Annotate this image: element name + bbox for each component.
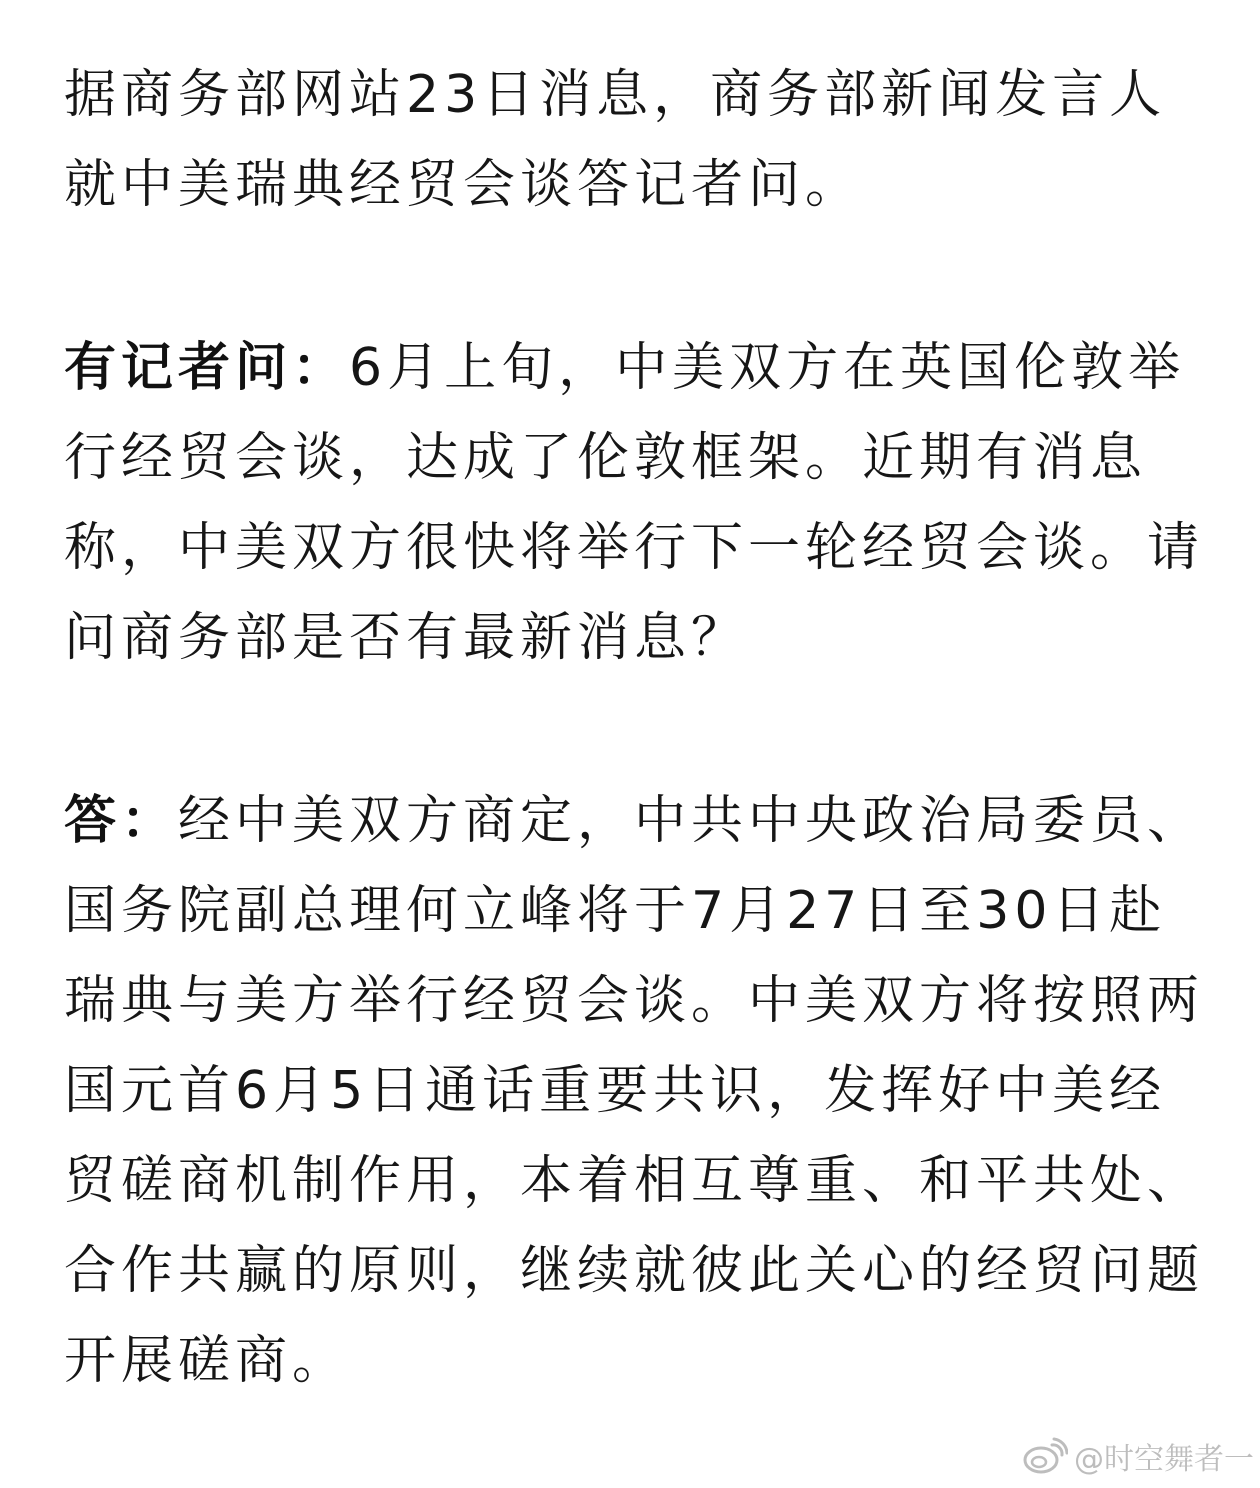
watermark-text: @时空舞者一 [1074, 1442, 1254, 1477]
question-line: 称，中美双方很快将举行下一轮经贸会谈。请 [64, 518, 1205, 578]
question-line: 行经贸会谈，达成了伦敦框架。近期有消息 [64, 428, 1148, 488]
answer-line: 瑞典与美方举行经贸会谈。中美双方将按照两 [64, 971, 1205, 1031]
question-text: 6月上旬，中美双方在英国伦敦举 [349, 338, 1186, 398]
paragraph-spacer [64, 230, 1204, 323]
watermark [1022, 1434, 1254, 1478]
answer-line: 贸磋商机制作用，本着相互尊重、和平共处、 [64, 1151, 1205, 1211]
weibo-logo-icon [1022, 1437, 1068, 1475]
intro-line: 就中美瑞典经贸会谈答记者问。 [64, 155, 863, 215]
answer-line: 国务院副总理何立峰将于7月27日至30日赴 [64, 881, 1167, 941]
answer-line: 国元首6月5日通话重要共识，发挥好中美经 [64, 1061, 1167, 1121]
answer-line: 开展磋商。 [64, 1331, 350, 1391]
answer-text: 经中美双方商定，中共中央政治局委员、 [178, 791, 1205, 851]
intro-paragraph [64, 50, 1204, 230]
article [64, 50, 1204, 1406]
question-line: 问商务部是否有最新消息？ [64, 608, 749, 668]
paragraph-spacer [64, 683, 1204, 776]
answer-line: 合作共赢的原则，继续就彼此关心的经贸问题 [64, 1241, 1205, 1301]
question-label: 有记者问： [64, 338, 350, 398]
question-paragraph [64, 323, 1204, 683]
question-line [64, 323, 1204, 413]
answer-paragraph [64, 776, 1204, 1406]
answer-line [64, 776, 1204, 866]
answer-label: 答： [64, 791, 179, 851]
intro-line: 据商务部网站23日消息，商务部新闻发言人 [64, 65, 1167, 125]
